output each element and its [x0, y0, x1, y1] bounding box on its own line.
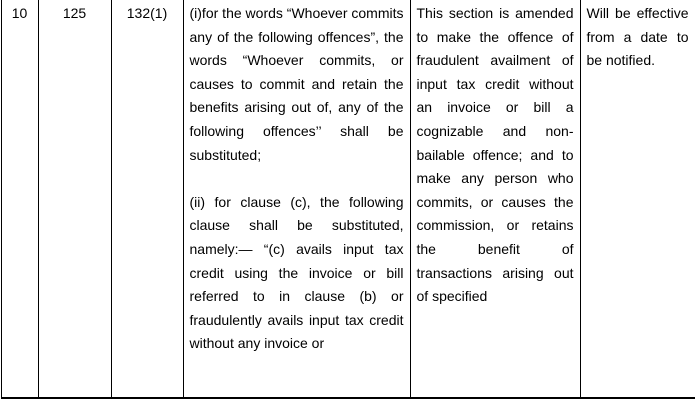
- purpose-cell: [410, 0, 580, 398]
- amendment-table: [1, 0, 695, 399]
- serial-number: 10: [11, 5, 28, 21]
- effective-date-text: Will be effective from a date to be notified.: [586, 5, 689, 69]
- amendment-cell: [183, 0, 410, 398]
- section-number: 132(1): [126, 5, 168, 21]
- section-number-cell: [111, 0, 183, 398]
- amendment-paragraph-2: (ii) for clause (c), the following clause shall be substituted, namely:— “(c) avails input tax credit using the invoice or bill referred to in clause (b) or fraudulently avails input tax credit without any invoice or: [189, 193, 404, 352]
- purpose-text: This section is amended to make the offence of fraudulent availment of input tax credit without an invoice or bill a cognizable and non-bailable offence; and to make any person who commits, or causes the commission, or retains the benefit of transactions arising out of specified: [416, 5, 574, 305]
- clause-number-cell: [38, 0, 111, 398]
- table-row: [1, 0, 695, 398]
- amendment-paragraph-1: (i)for the words “Whoever commits any of the following offences”, the words “Whoever commits, or causes to commit and retain the benefits arising out of, any of the following offences’’ shall be substituted;: [189, 5, 404, 163]
- effective-date-cell: [580, 0, 695, 398]
- serial-number-cell: [1, 0, 38, 398]
- clause-number: 125: [62, 5, 87, 21]
